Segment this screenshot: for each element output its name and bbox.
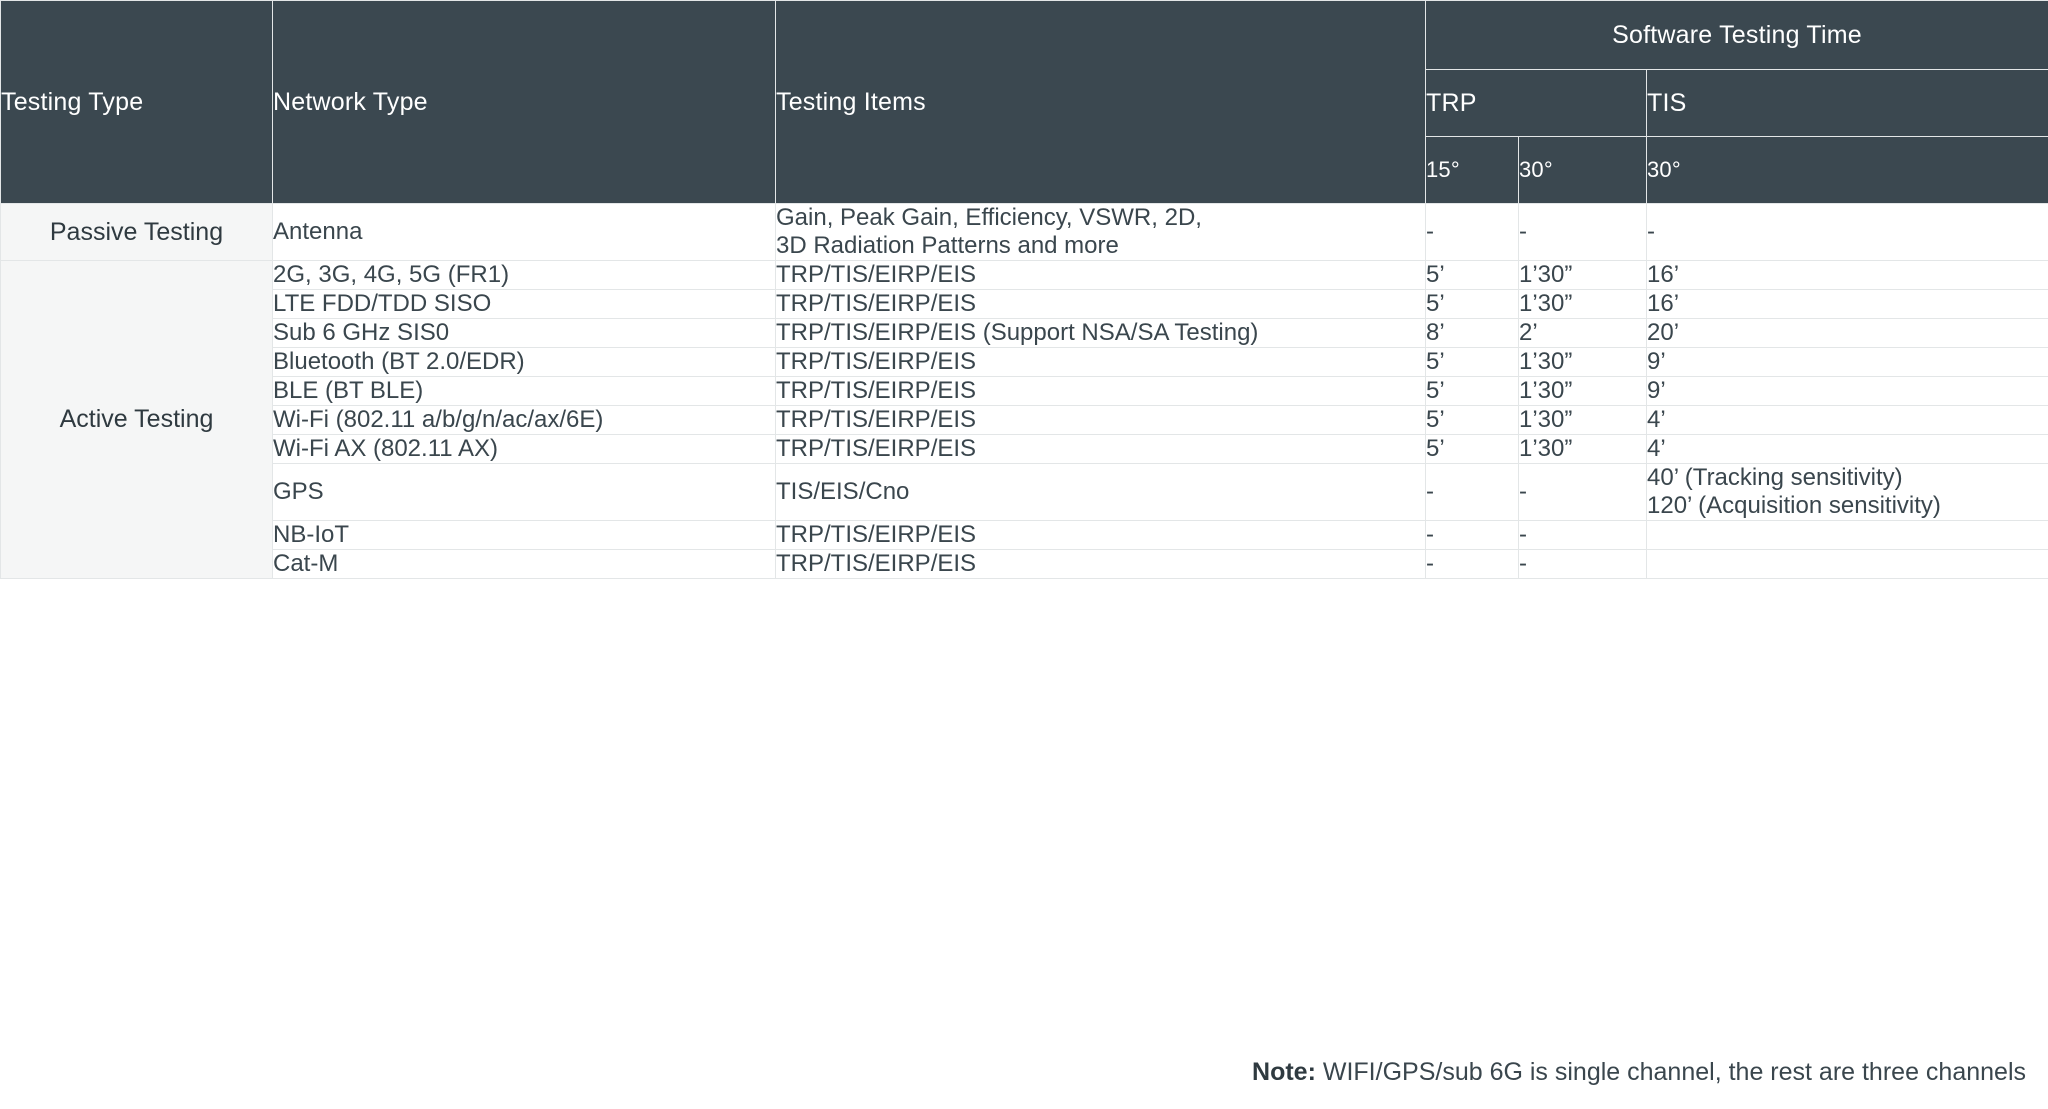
cell-network-type: Bluetooth (BT 2.0/EDR)	[273, 348, 776, 377]
table-row	[1, 521, 2048, 550]
footnote-label: Note:	[1252, 1058, 1316, 1086]
cell-trp-15: -	[1426, 464, 1519, 521]
footnote-text: WIFI/GPS/sub 6G is single channel, the rest are three channels	[1315, 1058, 2026, 1086]
cell-trp-30: 1’30”	[1519, 348, 1647, 377]
table-row	[1, 261, 2048, 290]
cell-testing-items: TRP/TIS/EIRP/EIS	[776, 550, 1426, 579]
table-header	[1, 1, 2048, 204]
cell-tis-30: 4’	[1647, 435, 2048, 464]
tis-line-2: 120’ (Acquisition sensitivity)	[1647, 492, 1941, 519]
cell-testing-items: TRP/TIS/EIRP/EIS	[776, 261, 1426, 290]
cell-trp-15: -	[1426, 204, 1519, 261]
tis-line-1: 40’ (Tracking sensitivity)	[1647, 464, 1903, 491]
header-network-type: Network Type	[273, 1, 776, 204]
cell-network-type: 2G, 3G, 4G, 5G (FR1)	[273, 261, 776, 290]
group-label-active: Active Testing	[1, 261, 273, 579]
cell-tis-30: -	[1647, 204, 2048, 261]
table-body	[1, 204, 2048, 579]
cell-network-type: NB-IoT	[273, 521, 776, 550]
header-tis-30deg: 30°	[1647, 137, 2048, 204]
cell-network-type: GPS	[273, 464, 776, 521]
table-row	[1, 290, 2048, 319]
cell-testing-items: TRP/TIS/EIRP/EIS	[776, 406, 1426, 435]
cell-network-type: Sub 6 GHz SIS0	[273, 319, 776, 348]
cell-tis-30: 20’	[1647, 319, 2048, 348]
cell-tis-30: 16’	[1647, 290, 2048, 319]
cell-testing-items	[776, 204, 1426, 261]
table-row	[1, 377, 2048, 406]
table-row	[1, 464, 2048, 521]
cell-tis-30: 9’	[1647, 348, 2048, 377]
cell-tis-30	[1647, 521, 2048, 550]
cell-trp-30: -	[1519, 204, 1647, 261]
cell-testing-items: TRP/TIS/EIRP/EIS	[776, 348, 1426, 377]
cell-testing-items: TRP/TIS/EIRP/EIS	[776, 435, 1426, 464]
cell-network-type: Antenna	[273, 204, 776, 261]
table-row	[1, 435, 2048, 464]
cell-tis-30: 9’	[1647, 377, 2048, 406]
table-row	[1, 406, 2048, 435]
header-trp-30deg: 30°	[1519, 137, 1647, 204]
cell-testing-items: TRP/TIS/EIRP/EIS	[776, 290, 1426, 319]
cell-trp-15: 5’	[1426, 435, 1519, 464]
cell-trp-30: 1’30”	[1519, 261, 1647, 290]
cell-trp-15: 5’	[1426, 261, 1519, 290]
cell-trp-30: -	[1519, 464, 1647, 521]
table-row	[1, 319, 2048, 348]
cell-trp-15: 5’	[1426, 406, 1519, 435]
cell-network-type: Cat-M	[273, 550, 776, 579]
cell-trp-15: 5’	[1426, 377, 1519, 406]
cell-testing-items: TRP/TIS/EIRP/EIS	[776, 521, 1426, 550]
cell-network-type: Wi-Fi AX (802.11 AX)	[273, 435, 776, 464]
header-row-1	[1, 1, 2048, 70]
cell-trp-30: 1’30”	[1519, 377, 1647, 406]
items-line-1: Gain, Peak Gain, Efficiency, VSWR, 2D,	[776, 204, 1202, 231]
cell-trp-15: -	[1426, 521, 1519, 550]
table-row	[1, 204, 2048, 261]
cell-trp-15: 5’	[1426, 348, 1519, 377]
cell-testing-items: TRP/TIS/EIRP/EIS (Support NSA/SA Testing)	[776, 319, 1426, 348]
cell-testing-items: TIS/EIS/Cno	[776, 464, 1426, 521]
header-trp-15deg: 15°	[1426, 137, 1519, 204]
cell-trp-30: 1’30”	[1519, 435, 1647, 464]
cell-trp-30: 1’30”	[1519, 406, 1647, 435]
header-software-testing-time: Software Testing Time	[1426, 1, 2048, 70]
header-tis: TIS	[1647, 70, 2048, 137]
cell-network-type: Wi-Fi (802.11 a/b/g/n/ac/ax/6E)	[273, 406, 776, 435]
cell-trp-30: -	[1519, 521, 1647, 550]
items-line-2: 3D Radiation Patterns and more	[776, 232, 1119, 259]
header-trp: TRP	[1426, 70, 1647, 137]
table-row	[1, 348, 2048, 377]
cell-tis-30	[1647, 550, 2048, 579]
cell-tis-30	[1647, 464, 2048, 521]
footnote	[1252, 1058, 2026, 1087]
cell-testing-items: TRP/TIS/EIRP/EIS	[776, 377, 1426, 406]
cell-trp-15: 5’	[1426, 290, 1519, 319]
cell-trp-30: -	[1519, 550, 1647, 579]
cell-trp-15: 8’	[1426, 319, 1519, 348]
group-label-passive: Passive Testing	[1, 204, 273, 261]
cell-trp-15: -	[1426, 550, 1519, 579]
cell-tis-30: 4’	[1647, 406, 2048, 435]
header-testing-items: Testing Items	[776, 1, 1426, 204]
cell-trp-30: 2’	[1519, 319, 1647, 348]
cell-network-type: LTE FDD/TDD SISO	[273, 290, 776, 319]
cell-network-type: BLE (BT BLE)	[273, 377, 776, 406]
table-row	[1, 550, 2048, 579]
cell-tis-30: 16’	[1647, 261, 2048, 290]
header-testing-type: Testing Type	[1, 1, 273, 204]
cell-trp-30: 1’30”	[1519, 290, 1647, 319]
